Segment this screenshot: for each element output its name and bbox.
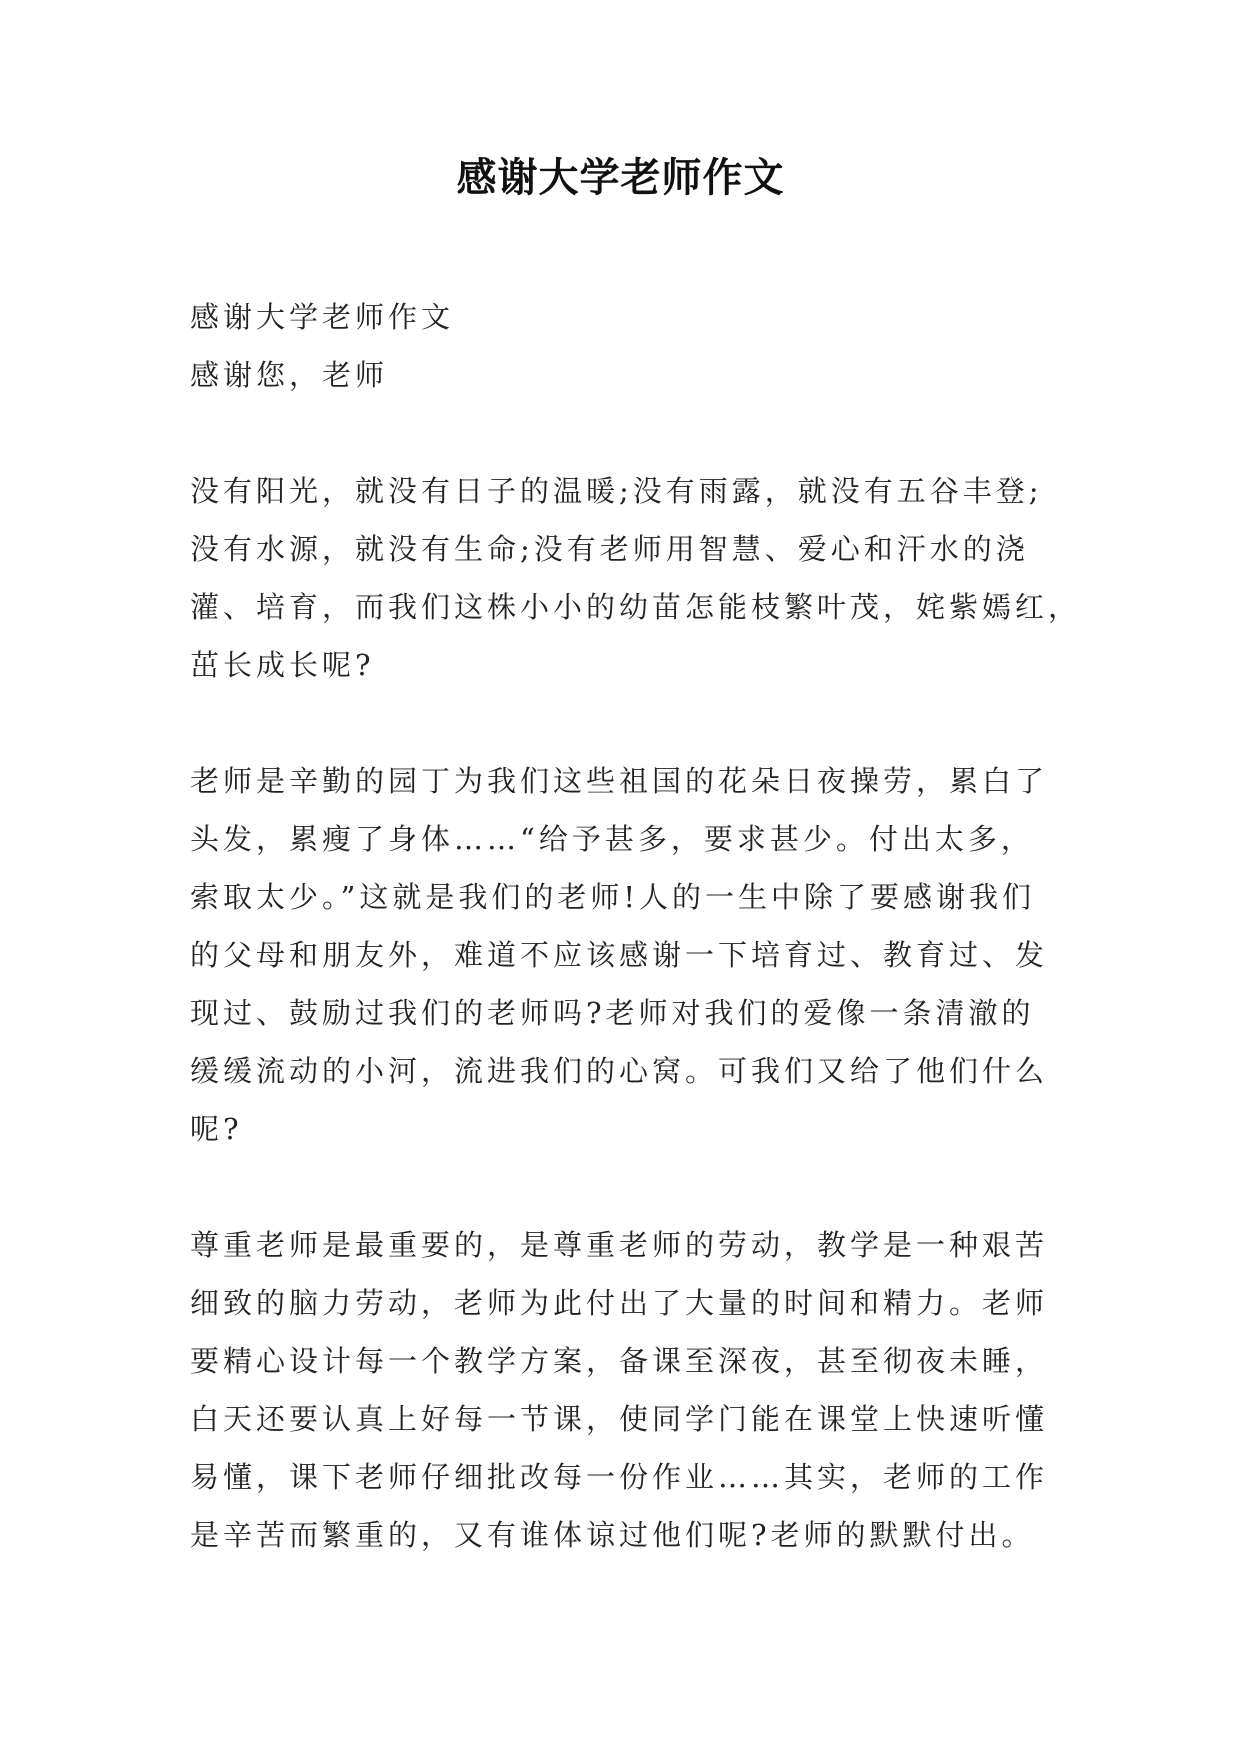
paragraph-spacer bbox=[190, 1158, 1060, 1216]
document-subtitle: 感谢大学老师作文 bbox=[190, 300, 455, 334]
paragraph-line: 呢? bbox=[190, 1112, 243, 1146]
paragraph-line: 头发，累瘦了身体……“给予甚多，要求甚少。付出太多， bbox=[190, 822, 1034, 856]
paragraph-line: 缓缓流动的小河，流进我们的心窝。可我们又给了他们什么 bbox=[190, 1054, 1049, 1088]
paragraph-line: 细致的脑力劳动，老师为此付出了大量的时间和精力。老师 bbox=[190, 1286, 1049, 1320]
document-title: 感谢大学老师作文 bbox=[456, 154, 785, 201]
paragraph-3 bbox=[190, 1216, 1060, 1564]
paragraph-line: 要精心设计每一个教学方案，备课至深夜，甚至彻夜未睡， bbox=[190, 1344, 1049, 1378]
paragraph-spacer bbox=[190, 694, 1060, 752]
paragraph-line: 老师是辛勤的园丁为我们这些祖国的花朵日夜操劳，累白了 bbox=[190, 764, 1049, 798]
paragraph-line: 茁长成长呢? bbox=[190, 648, 375, 682]
paragraph-line: 现过、鼓励过我们的老师吗?老师对我们的爱像一条清澈的 bbox=[190, 996, 1035, 1030]
paragraph-spacer bbox=[190, 404, 1060, 462]
document-greeting: 感谢您，老师 bbox=[190, 358, 389, 392]
paragraph-line: 的父母和朋友外，难道不应该感谢一下培育过、教育过、发 bbox=[190, 938, 1049, 972]
paragraph-line: 灌、培育，而我们这株小小的幼苗怎能枝繁叶茂，姹紫嫣红， bbox=[190, 590, 1082, 624]
paragraph-line: 易懂，课下老师仔细批改每一份作业……其实，老师的工作 bbox=[190, 1460, 1049, 1494]
paragraph-line: 没有阳光，就没有日子的温暖;没有雨露，就没有五谷丰登; bbox=[190, 474, 1043, 508]
paragraph-line: 没有水源，就没有生命;没有老师用智慧、爱心和汗水的浇 bbox=[190, 532, 1029, 566]
paragraph-line: 是辛苦而繁重的，又有谁体谅过他们呢?老师的默默付出。 bbox=[190, 1518, 1035, 1552]
paragraph-1 bbox=[190, 462, 1082, 694]
document-body bbox=[190, 288, 1082, 1564]
paragraph-line: 尊重老师是最重要的，是尊重老师的劳动，教学是一种艰苦 bbox=[190, 1228, 1049, 1262]
paragraph-line: 白天还要认真上好每一节课，使同学门能在课堂上快速听懂 bbox=[190, 1402, 1049, 1436]
paragraph-2 bbox=[190, 752, 1060, 1158]
paragraph-line: 索取太少。”这就是我们的老师!人的一生中除了要感谢我们 bbox=[190, 880, 1035, 914]
